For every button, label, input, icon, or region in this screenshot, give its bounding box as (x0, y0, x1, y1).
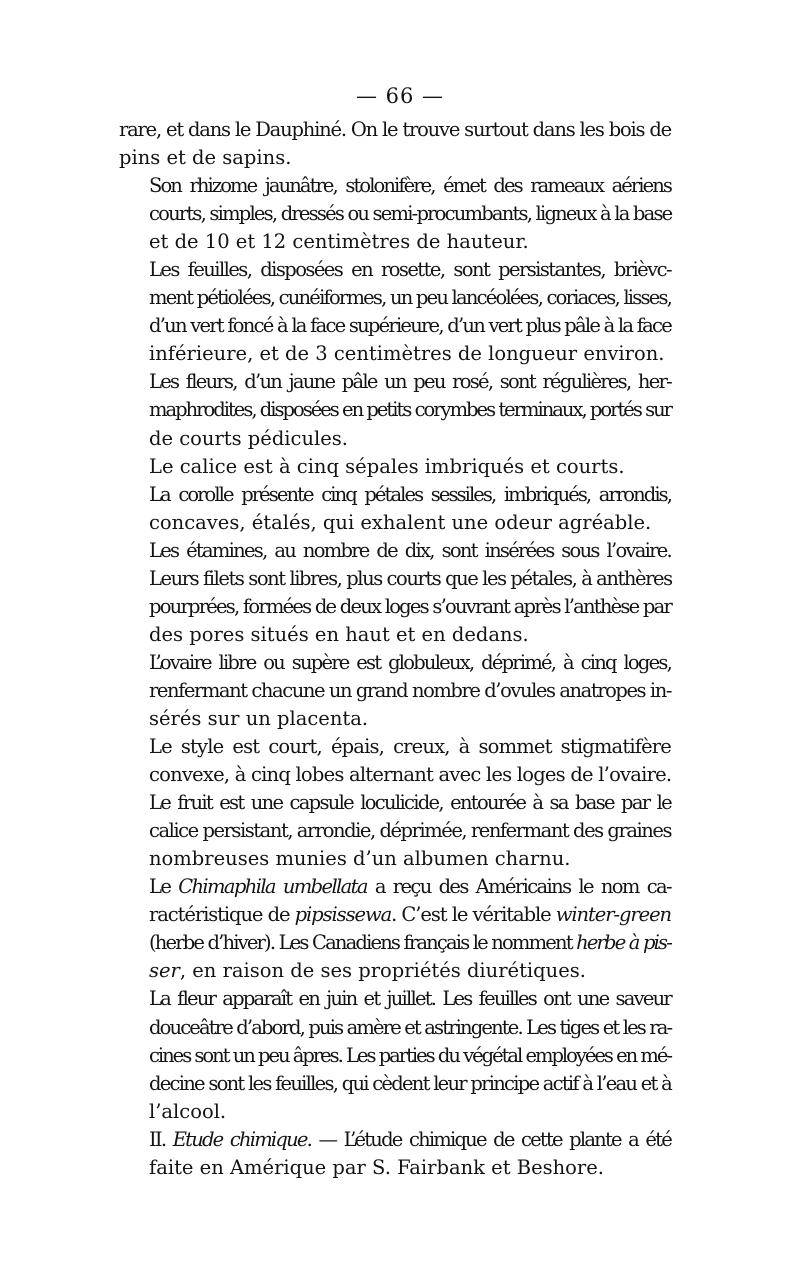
text-run: L’ovaire libre ou supère est globuleux, déprimé, à cinq loges, (149, 650, 671, 674)
text-line (119, 284, 671, 312)
paragraph (119, 733, 671, 789)
paragraph (119, 481, 671, 537)
paragraph (119, 368, 671, 452)
text-run: faite en Amérique par S. Fairbank et Beshore. (149, 1155, 604, 1179)
text-line (119, 761, 671, 789)
text-line (119, 1042, 671, 1070)
text-line (119, 817, 671, 845)
body-text (119, 116, 671, 1182)
text-run: sérés sur un placenta. (149, 706, 369, 730)
text-line (119, 228, 671, 256)
text-run: pourprées, formées de deux loges s’ouvrant après l’anthèse par (149, 594, 671, 618)
text-run: nombreuses munies d’un albumen charnu. (149, 847, 571, 871)
text-run: l’alcool. (149, 1099, 227, 1123)
text-run: pins et de sapins. (119, 146, 292, 170)
text-line (119, 565, 671, 593)
text-line (119, 396, 671, 424)
text-line (119, 649, 671, 677)
paragraph (119, 256, 671, 368)
text-run: ment pétiolées, cunéiformes, un peu lancéolées, coriaces, lisses, (149, 286, 672, 310)
text-line (119, 453, 671, 481)
paragraph (119, 537, 671, 649)
text-run: convexe, à cinq lobes alternant avec les loges de l’ovaire. (149, 763, 672, 787)
text-line (119, 340, 671, 368)
text-line (119, 985, 671, 1013)
text-line (119, 116, 671, 144)
text-line (119, 1098, 671, 1126)
text-line (119, 789, 671, 817)
text-run: Son rhizome jaunâtre, stolonifère, émet des rameaux aériens (149, 174, 671, 198)
text-line (119, 481, 671, 509)
text-run: Le fruit est une capsule loculicide, entourée à sa base par le (149, 791, 671, 815)
italic-text: winter-green (555, 903, 671, 927)
text-line (119, 677, 671, 705)
text-line (119, 312, 671, 340)
text-line (119, 256, 671, 284)
text-run: II. (149, 1127, 173, 1151)
text-line (119, 929, 671, 957)
paragraph (119, 1126, 671, 1182)
paragraph (119, 453, 671, 481)
text-line (119, 1070, 671, 1098)
page-number: — 66 — (355, 84, 445, 108)
text-run: renfermant chacune un grand nombre d’ovules anatropes in- (149, 678, 671, 702)
text-run: Le (149, 875, 179, 899)
italic-text: Etude chimique (172, 1127, 307, 1151)
text-run: La corolle présente cinq pétales sessiles, imbriqués, arrondis, (149, 482, 671, 506)
text-run: Le style est court, épais, creux, à sommet stigmatifère (149, 735, 671, 759)
text-line (119, 957, 671, 985)
text-line (119, 537, 671, 565)
text-line (119, 425, 671, 453)
text-run: Les fleurs, d’un jaune pâle un peu rosé, sont régulières, her- (149, 370, 671, 394)
text-line (119, 144, 671, 172)
italic-text: pipsissewa (294, 903, 392, 927)
text-run: (herbe d’hiver). Les Canadiens français le nomment (149, 931, 577, 955)
text-run: calice persistant, arrondie, déprimée, renfermant des graines (149, 819, 671, 843)
italic-text: ser (149, 959, 180, 983)
text-run: Le calice est à cinq sépales imbriqués et courts. (149, 454, 625, 478)
text-line (119, 172, 671, 200)
text-run: La fleur apparaît en juin et juillet. Les feuilles ont une saveur (149, 987, 671, 1011)
italic-text: Chimaphila umbellata (178, 875, 367, 899)
text-run: rare, et dans le Dauphiné. On le trouve surtout dans les bois de (119, 118, 671, 141)
text-line (119, 1014, 671, 1042)
text-line (119, 901, 671, 929)
text-run: de courts pédicules. (149, 426, 349, 450)
paragraph (119, 985, 671, 1125)
text-run: douceâtre d’abord, puis amère et astringente. Les tiges et les ra- (149, 1015, 672, 1039)
text-run: a reçu des Américains le nom ca- (366, 875, 671, 899)
paragraph (119, 789, 671, 873)
italic-text: herbe à pis- (576, 931, 671, 955)
text-line (119, 593, 671, 621)
text-run: . C’est le véritable (391, 903, 556, 927)
text-line (119, 1154, 671, 1182)
paragraph (119, 649, 671, 733)
text-line (119, 1126, 671, 1154)
text-run: , en raison de ses propriétés diurétiques. (179, 959, 586, 983)
text-run: maphrodites, disposées en petits corymbes terminaux, portés sur (149, 398, 671, 422)
text-line (119, 705, 671, 733)
text-line (119, 200, 671, 228)
paragraph (119, 873, 671, 985)
text-run: ractéristique de (149, 903, 295, 927)
text-run: concaves, étalés, qui exhalent une odeur agréable. (149, 510, 652, 534)
text-line (119, 509, 671, 537)
text-run: cines sont un peu âpres. Les parties du végétal employées en mé- (149, 1043, 671, 1067)
text-line (119, 733, 671, 761)
paragraph (119, 172, 671, 256)
text-run: des pores situés en haut et en dedans. (149, 622, 529, 646)
text-run: Leurs filets sont libres, plus courts que les pétales, à anthères (149, 566, 672, 590)
text-run: d’un vert foncé à la face supérieure, d’un vert plus pâle à la face (149, 314, 671, 338)
text-line (119, 368, 671, 396)
text-run: decine sont les feuilles, qui cèdent leur principe actif à l’eau et à (149, 1071, 671, 1095)
text-line (119, 621, 671, 649)
text-run: et de 10 et 12 centimètres de hauteur. (149, 230, 529, 254)
text-run: . — L’étude chimique de cette plante a été (306, 1127, 671, 1151)
paragraph (119, 116, 671, 172)
text-run: inférieure, et de 3 centimètres de longueur environ. (149, 342, 665, 366)
text-run: courts, simples, dressés ou semi-procumbants, ligneux à la base (149, 202, 672, 226)
text-line (119, 845, 671, 873)
text-line (119, 873, 671, 901)
text-run: Les feuilles, disposées en rosette, sont persistantes, brièvc- (149, 258, 671, 282)
text-run: Les étamines, au nombre de dix, sont insérées sous l’ovaire. (149, 538, 671, 562)
